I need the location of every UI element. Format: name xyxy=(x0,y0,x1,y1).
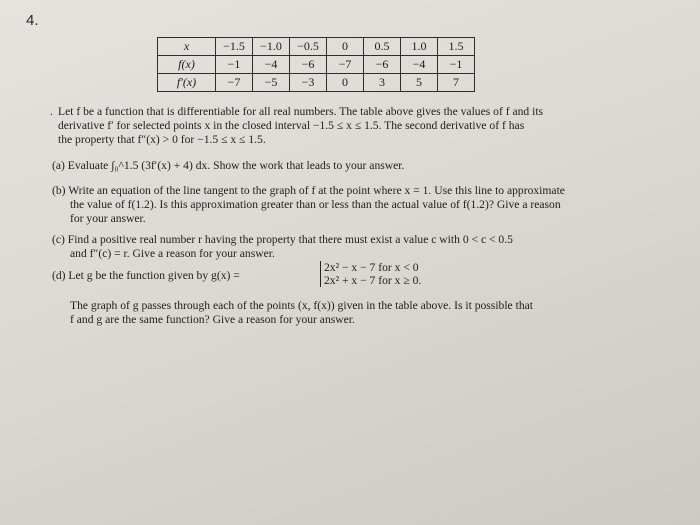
part-a xyxy=(52,159,652,173)
table-cell: 7 xyxy=(438,74,475,92)
table-cell: −1 xyxy=(438,56,475,74)
problem-text xyxy=(52,105,652,327)
values-table xyxy=(157,37,475,92)
part-b-line: the value of f(1.2). Is this approximation greater than or less than the actual value of f(1.2)? Give a reason xyxy=(70,198,561,211)
table-cell: −0.5 xyxy=(290,38,327,56)
part-d-line: The graph of g passes through each of the points (x, f(x)) given in the table above. Is it possible that xyxy=(70,299,533,312)
piecewise-case: 2x² − x − 7 for x < 0 xyxy=(324,261,419,274)
table-cell: −3 xyxy=(290,74,327,92)
table-cell: −5 xyxy=(253,74,290,92)
table-cell: −7 xyxy=(327,56,364,74)
piecewise-definition xyxy=(320,261,421,287)
part-d-lead: (d) Let g be the function given by g(x) = xyxy=(52,269,240,282)
header-x: x xyxy=(158,38,216,56)
part-c-line: and f″(c) = r. Give a reason for your answer. xyxy=(70,247,275,260)
intro-line: derivative f′ for selected points x in the closed interval −1.5 ≤ x ≤ 1.5. The second derivative of f has xyxy=(58,119,525,132)
part-b xyxy=(52,184,652,226)
header-f: f(x) xyxy=(158,56,216,74)
part-b-line: for your answer. xyxy=(70,212,146,225)
table-cell: 1.5 xyxy=(438,38,475,56)
table-cell: −4 xyxy=(253,56,290,74)
table-row-x xyxy=(158,38,475,56)
table-row-fprime xyxy=(158,74,475,92)
table-cell: 0 xyxy=(327,38,364,56)
part-a-text: (a) Evaluate ∫₀^1.5 (3f′(x) + 4) dx. Show the work that leads to your answer. xyxy=(52,159,405,172)
intro-bullet: . xyxy=(50,105,53,118)
part-c xyxy=(52,233,652,261)
part-d-line: f and g are the same function? Give a reason for your answer. xyxy=(70,313,355,326)
table-cell: −1.5 xyxy=(216,38,253,56)
table-cell: 5 xyxy=(401,74,438,92)
intro-line: Let f be a function that is differentiable for all real numbers. The table above gives the values of f and its xyxy=(58,105,544,118)
intro-line: the property that f″(x) > 0 for −1.5 ≤ x ≤ 1.5. xyxy=(58,133,266,146)
part-d xyxy=(52,261,652,287)
table-cell: −7 xyxy=(216,74,253,92)
table-row-f xyxy=(158,56,475,74)
intro-paragraph xyxy=(50,105,652,147)
part-c-line: (c) Find a positive real number r having the property that there must exist a value c with 0 < c < 0.5 xyxy=(52,233,513,246)
part-d-question xyxy=(52,299,652,327)
table-cell: −4 xyxy=(401,56,438,74)
table-cell: 3 xyxy=(364,74,401,92)
piecewise-case: 2x² + x − 7 for x ≥ 0. xyxy=(324,274,422,287)
table-cell: 0 xyxy=(327,74,364,92)
table-cell: −1 xyxy=(216,56,253,74)
table-cell: 1.0 xyxy=(401,38,438,56)
header-fprime: f′(x) xyxy=(158,74,216,92)
part-b-line: (b) Write an equation of the line tangent to the graph of f at the point where x = 1. Use this line to approximate xyxy=(52,184,565,197)
table-cell: −1.0 xyxy=(253,38,290,56)
problem-number: 4. xyxy=(26,12,39,29)
table-cell: −6 xyxy=(364,56,401,74)
table-cell: 0.5 xyxy=(364,38,401,56)
table-cell: −6 xyxy=(290,56,327,74)
